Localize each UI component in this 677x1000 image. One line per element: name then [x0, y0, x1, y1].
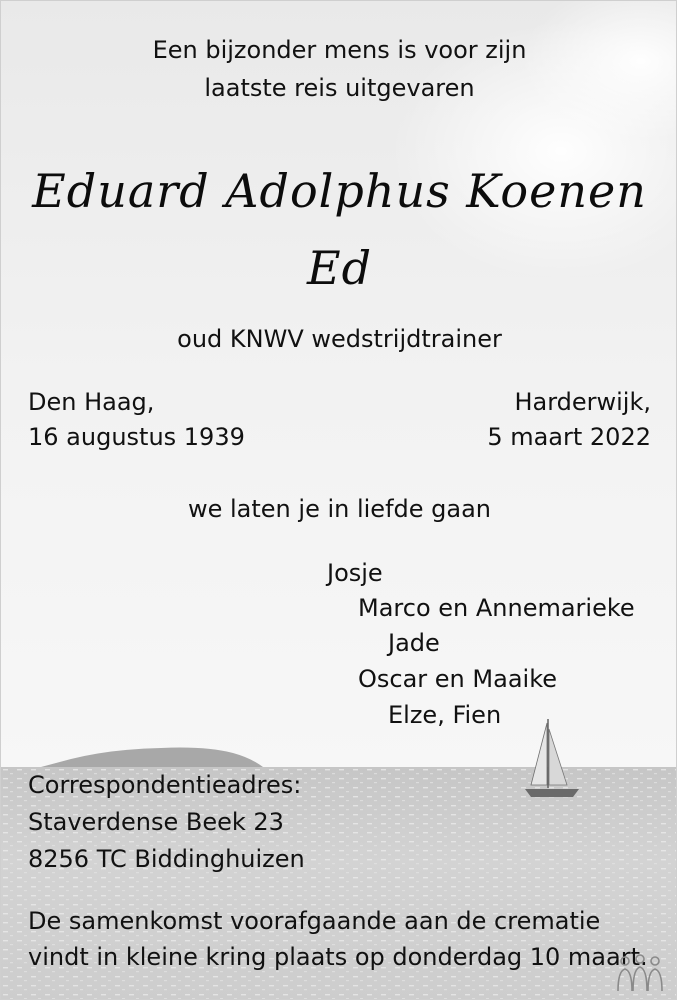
birth-date: 16 augustus 1939: [28, 423, 245, 451]
family-member: Oscar en Maaike: [358, 665, 557, 693]
family-member: Elze, Fien: [388, 701, 502, 729]
publisher-logo-icon: [615, 951, 665, 993]
correspondence-city: 8256 TC Biddinghuizen: [28, 845, 305, 873]
intro-line-1: Een bijzonder mens is voor zijn: [152, 36, 527, 64]
death-date: 5 maart 2022: [487, 423, 651, 451]
death-place: Harderwijk,: [514, 388, 651, 416]
correspondence-heading: Correspondentieadres:: [28, 771, 302, 799]
intro-line-2: laatste reis uitgevaren: [204, 74, 475, 102]
family-member: Marco en Annemarieke: [358, 594, 635, 622]
family-member: Jade: [388, 629, 440, 657]
correspondence-street: Staverdense Beek 23: [28, 808, 284, 836]
birth-place: Den Haag,: [28, 388, 155, 416]
deceased-full-name: Eduard Adolphus Koenen: [32, 164, 647, 218]
deceased-nickname: Ed: [306, 241, 373, 295]
deceased-role: oud KNWV wedstrijdtrainer: [177, 325, 502, 353]
ceremony-line-1: De samenkomst voorafgaande aan de crematie: [28, 907, 601, 935]
ceremony-line-2: vindt in kleine kring plaats op donderdag 10 maart.: [28, 943, 648, 971]
family-member: Josje: [327, 559, 383, 587]
farewell-line: we laten je in liefde gaan: [187, 495, 492, 523]
